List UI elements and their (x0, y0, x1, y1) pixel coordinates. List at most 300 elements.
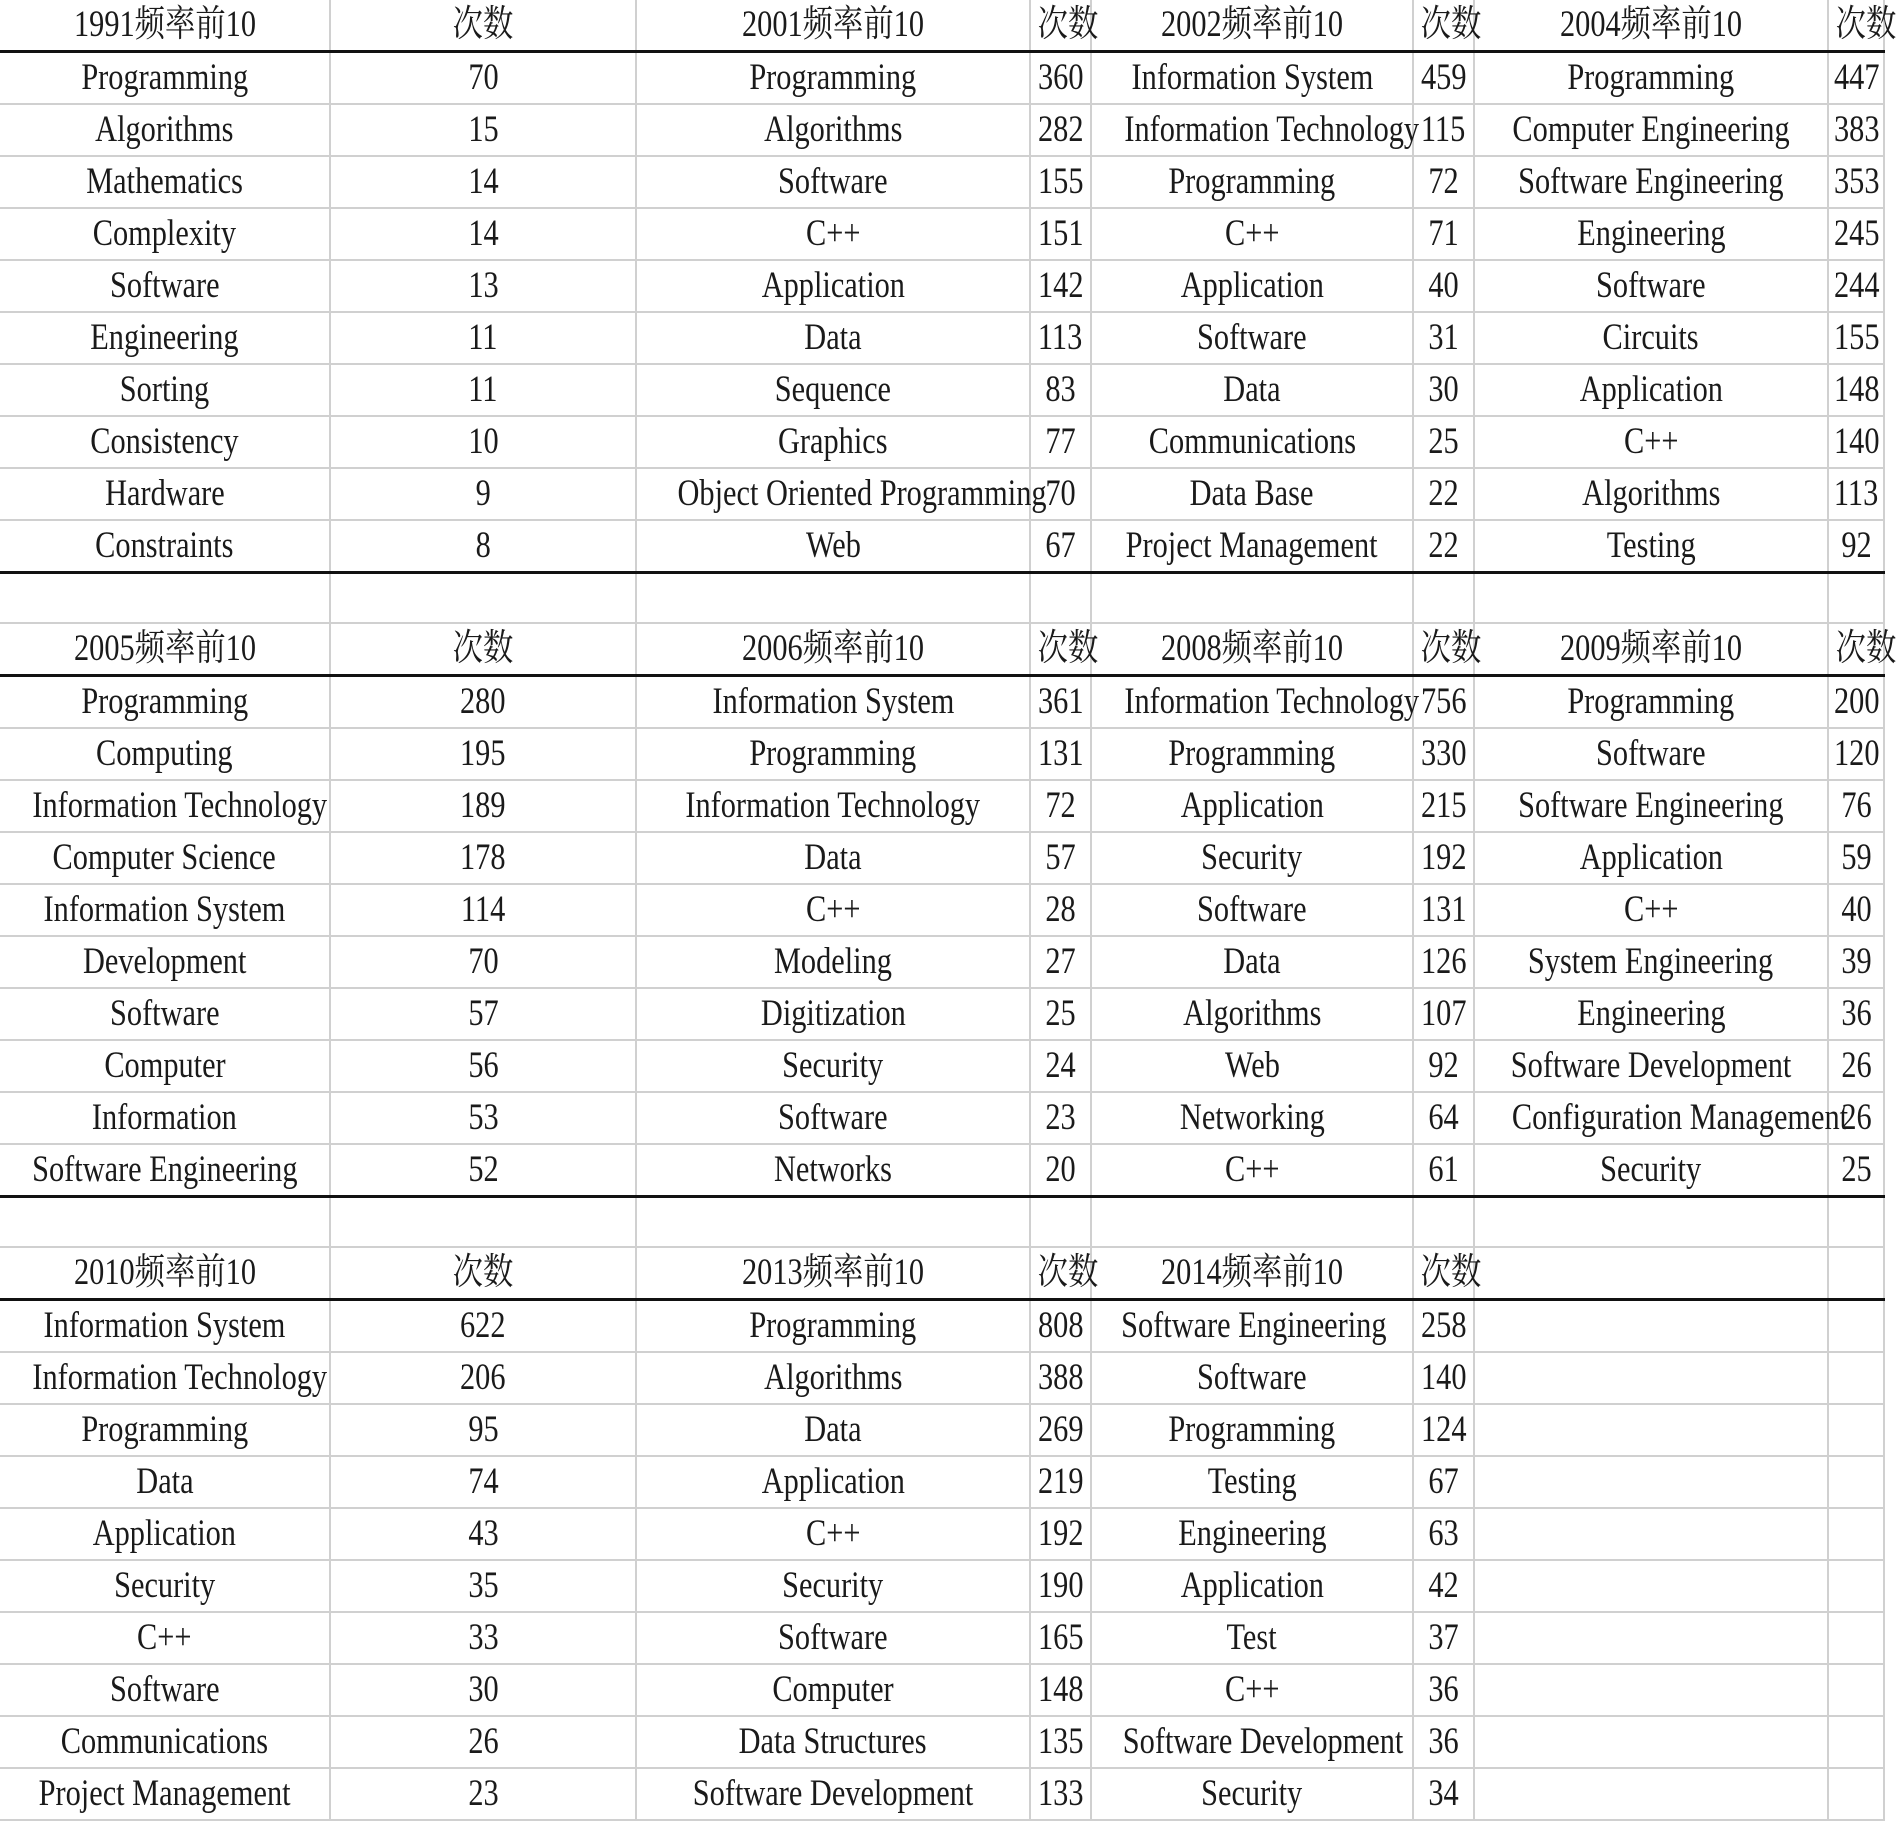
empty-cell[interactable] (1828, 1197, 1884, 1248)
term-cell[interactable] (1091, 1612, 1413, 1664)
empty-cell[interactable] (1828, 1664, 1884, 1716)
empty-cell[interactable] (330, 1197, 636, 1248)
term-cell[interactable] (1091, 1560, 1413, 1612)
count-cell[interactable] (1030, 884, 1091, 936)
empty-cell[interactable] (1474, 1456, 1828, 1508)
empty-cell[interactable] (1474, 1404, 1828, 1456)
count-cell[interactable] (1030, 1560, 1091, 1612)
count-cell[interactable] (1030, 1768, 1091, 1820)
count-cell[interactable] (1413, 1092, 1474, 1144)
term-cell[interactable] (636, 1352, 1030, 1404)
count-cell[interactable] (1413, 884, 1474, 936)
term-cell[interactable] (1474, 1040, 1828, 1092)
term-cell[interactable] (1474, 988, 1828, 1040)
count-cell[interactable] (1413, 1716, 1474, 1768)
empty-cell[interactable] (1474, 1768, 1828, 1820)
count-header-cell[interactable] (330, 623, 636, 676)
count-cell[interactable] (1413, 1144, 1474, 1197)
term-cell[interactable] (1091, 780, 1413, 832)
count-cell[interactable] (1828, 468, 1884, 520)
term-cell[interactable] (636, 52, 1030, 105)
term-cell[interactable] (1474, 1092, 1849, 1144)
empty-cell[interactable] (1828, 1612, 1884, 1664)
count-cell[interactable] (1828, 104, 1884, 156)
count-cell[interactable] (1030, 1092, 1091, 1144)
count-cell[interactable] (330, 832, 636, 884)
count-cell[interactable] (1030, 1716, 1091, 1768)
term-cell[interactable] (1474, 728, 1828, 780)
term-cell-text: Circuits (1602, 317, 1700, 358)
count-header-cell[interactable] (1413, 1247, 1482, 1300)
count-cell[interactable] (1828, 312, 1884, 364)
empty-cell[interactable] (636, 573, 1030, 624)
empty-cell[interactable] (1828, 1768, 1884, 1820)
empty-cell[interactable] (1828, 1508, 1884, 1560)
count-cell[interactable] (330, 1300, 636, 1353)
count-cell[interactable] (1030, 676, 1091, 729)
term-cell[interactable] (1091, 1664, 1413, 1716)
term-cell[interactable] (1091, 1144, 1413, 1197)
term-cell[interactable] (0, 1404, 330, 1456)
count-cell[interactable] (330, 468, 636, 520)
empty-cell[interactable] (1474, 1247, 1828, 1300)
count-cell[interactable] (1413, 1664, 1474, 1716)
count-cell[interactable] (1413, 1508, 1474, 1560)
term-cell[interactable] (0, 1352, 330, 1404)
term-cell[interactable] (0, 1300, 330, 1353)
empty-cell[interactable] (1091, 573, 1413, 624)
count-cell[interactable] (1828, 676, 1884, 729)
count-header-cell[interactable] (330, 1247, 636, 1300)
count-cell[interactable] (1828, 520, 1884, 573)
term-cell[interactable] (636, 780, 1030, 832)
empty-cell[interactable] (1091, 1197, 1413, 1248)
count-cell[interactable] (1413, 676, 1474, 729)
term-cell[interactable] (0, 364, 330, 416)
term-cell[interactable] (1091, 832, 1413, 884)
term-cell[interactable] (636, 728, 1030, 780)
term-cell[interactable] (636, 988, 1030, 1040)
term-cell[interactable] (0, 1456, 330, 1508)
term-cell[interactable] (636, 1456, 1030, 1508)
term-cell-text: Web (1224, 1045, 1280, 1086)
term-cell[interactable] (1474, 468, 1828, 520)
count-cell[interactable] (1030, 104, 1091, 156)
count-cell[interactable] (1413, 936, 1474, 988)
term-cell[interactable] (0, 676, 330, 729)
empty-cell[interactable] (1030, 1197, 1091, 1248)
group-title-cell[interactable] (0, 623, 330, 676)
count-cell[interactable] (1828, 1144, 1884, 1197)
empty-cell[interactable] (1828, 1560, 1884, 1612)
empty-cell[interactable] (1828, 1456, 1884, 1508)
empty-cell[interactable] (1474, 573, 1828, 624)
term-cell[interactable] (1091, 676, 1420, 729)
count-cell[interactable] (1030, 1456, 1091, 1508)
term-cell-text: Data (135, 1461, 194, 1502)
count-cell[interactable] (1030, 520, 1091, 573)
term-cell[interactable] (1091, 260, 1413, 312)
count-cell-text: 113 (1833, 473, 1879, 514)
term-cell-text: Networking (1179, 1097, 1325, 1138)
count-cell[interactable] (1413, 1560, 1474, 1612)
count-cell[interactable] (1030, 1144, 1091, 1197)
term-cell[interactable] (636, 936, 1030, 988)
empty-cell[interactable] (0, 1197, 330, 1248)
empty-cell[interactable] (1474, 1352, 1828, 1404)
count-header-cell[interactable] (1030, 623, 1099, 676)
count-cell[interactable] (1030, 312, 1091, 364)
term-cell[interactable] (1474, 884, 1828, 936)
empty-cell[interactable] (1474, 1197, 1828, 1248)
term-cell[interactable] (636, 884, 1030, 936)
count-cell-text: 25 (1428, 421, 1459, 462)
term-cell[interactable] (0, 520, 330, 573)
group-title-cell[interactable] (636, 623, 1030, 676)
count-cell[interactable] (330, 1664, 636, 1716)
count-cell[interactable] (330, 1768, 636, 1820)
term-cell[interactable] (0, 1092, 330, 1144)
term-cell[interactable] (1474, 260, 1828, 312)
count-cell[interactable] (1413, 1352, 1474, 1404)
count-cell[interactable] (1030, 780, 1091, 832)
count-cell[interactable] (1828, 416, 1884, 468)
count-cell[interactable] (1413, 208, 1474, 260)
empty-cell[interactable] (330, 573, 636, 624)
term-cell[interactable] (0, 1040, 330, 1092)
term-cell-text: Web (805, 525, 861, 566)
term-cell[interactable] (0, 1508, 330, 1560)
term-cell[interactable] (1091, 156, 1413, 208)
count-cell[interactable] (330, 884, 636, 936)
term-cell-text: Data (1223, 369, 1281, 410)
count-cell[interactable] (1413, 364, 1474, 416)
count-cell[interactable] (1413, 780, 1474, 832)
count-cell[interactable] (1413, 104, 1474, 156)
term-cell[interactable] (1474, 416, 1828, 468)
term-cell[interactable] (1474, 832, 1828, 884)
header-row (0, 623, 1884, 676)
term-cell[interactable] (636, 676, 1030, 729)
term-cell[interactable] (1091, 1716, 1413, 1768)
term-cell[interactable] (0, 104, 330, 156)
empty-cell[interactable] (1474, 1300, 1828, 1353)
term-cell[interactable] (1091, 1768, 1413, 1820)
count-cell[interactable] (1030, 728, 1091, 780)
term-cell[interactable] (1091, 1040, 1413, 1092)
count-cell[interactable] (330, 1612, 636, 1664)
count-cell[interactable] (1828, 832, 1884, 884)
count-cell[interactable] (330, 1508, 636, 1560)
term-cell[interactable] (0, 1664, 330, 1716)
term-cell[interactable] (0, 1144, 330, 1197)
count-cell[interactable] (330, 312, 636, 364)
term-cell[interactable] (636, 468, 1047, 520)
count-cell[interactable] (1030, 1352, 1091, 1404)
count-cell[interactable] (330, 1040, 636, 1092)
count-cell[interactable] (1413, 1404, 1474, 1456)
count-cell-text: 622 (460, 1305, 506, 1346)
count-cell[interactable] (1413, 1456, 1474, 1508)
count-header-cell[interactable] (330, 0, 636, 52)
term-cell[interactable] (1474, 156, 1828, 208)
group-title-cell[interactable] (0, 0, 330, 52)
count-cell[interactable] (1413, 416, 1474, 468)
term-cell-text: C++ (137, 1617, 192, 1658)
term-cell[interactable] (1474, 676, 1828, 729)
term-cell[interactable] (636, 1040, 1030, 1092)
empty-cell[interactable] (1474, 1508, 1828, 1560)
count-cell[interactable] (1413, 728, 1474, 780)
count-cell[interactable] (1413, 1040, 1474, 1092)
table-row (0, 936, 1884, 988)
term-cell[interactable] (0, 1768, 330, 1820)
term-cell[interactable] (0, 52, 330, 105)
term-cell[interactable] (1091, 1404, 1413, 1456)
count-cell[interactable] (1413, 520, 1474, 573)
term-cell[interactable] (1474, 312, 1828, 364)
group-title-cell[interactable] (0, 1247, 330, 1300)
term-cell[interactable] (1474, 208, 1828, 260)
term-cell[interactable] (1474, 520, 1828, 573)
count-header-cell[interactable] (1828, 0, 1897, 52)
term-cell[interactable] (636, 156, 1030, 208)
term-cell[interactable] (636, 832, 1030, 884)
count-cell[interactable] (1413, 1612, 1474, 1664)
count-cell[interactable] (330, 260, 636, 312)
count-cell[interactable] (1030, 208, 1091, 260)
count-cell[interactable] (330, 52, 636, 105)
count-cell[interactable] (1413, 832, 1474, 884)
count-cell[interactable] (1413, 312, 1474, 364)
count-cell[interactable] (330, 988, 636, 1040)
count-cell[interactable] (1828, 780, 1884, 832)
term-cell[interactable] (0, 936, 330, 988)
term-cell[interactable] (0, 312, 330, 364)
count-cell[interactable] (1413, 52, 1474, 105)
count-header-cell[interactable] (1413, 0, 1482, 52)
count-cell[interactable] (330, 104, 636, 156)
count-cell[interactable] (1828, 208, 1884, 260)
count-cell-text: 72 (1428, 161, 1459, 202)
term-cell[interactable] (0, 780, 330, 832)
term-cell[interactable] (636, 1716, 1030, 1768)
count-cell[interactable] (1030, 1300, 1091, 1353)
count-cell[interactable] (330, 416, 636, 468)
term-cell-text: Security (782, 1045, 884, 1086)
term-cell[interactable] (0, 1612, 330, 1664)
term-cell[interactable] (1091, 312, 1413, 364)
term-cell[interactable] (636, 520, 1030, 573)
count-cell[interactable] (330, 1404, 636, 1456)
term-cell[interactable] (1091, 1300, 1413, 1353)
count-header-cell-text: 次数 (452, 1252, 514, 1293)
empty-cell[interactable] (1828, 1300, 1884, 1353)
count-cell[interactable] (330, 780, 636, 832)
term-cell[interactable] (0, 988, 330, 1040)
term-cell[interactable] (1474, 52, 1828, 105)
count-cell[interactable] (1413, 988, 1474, 1040)
term-cell[interactable] (636, 1768, 1030, 1820)
term-cell[interactable] (1474, 1144, 1828, 1197)
term-cell[interactable] (1474, 780, 1828, 832)
count-cell[interactable] (1030, 1664, 1091, 1716)
count-cell[interactable] (1828, 988, 1884, 1040)
term-cell[interactable] (636, 1092, 1030, 1144)
count-cell[interactable] (1030, 156, 1091, 208)
count-cell[interactable] (1030, 1612, 1091, 1664)
count-cell[interactable] (1030, 1508, 1091, 1560)
group-title-cell[interactable] (1474, 623, 1828, 676)
term-cell[interactable] (1091, 936, 1413, 988)
term-cell[interactable] (1091, 52, 1413, 105)
term-cell[interactable] (0, 884, 330, 936)
group-title-cell[interactable] (1091, 0, 1413, 52)
empty-cell[interactable] (1030, 573, 1091, 624)
count-cell[interactable] (1828, 728, 1884, 780)
count-cell[interactable] (330, 1144, 636, 1197)
term-cell[interactable] (0, 156, 330, 208)
term-cell[interactable] (0, 260, 330, 312)
term-cell-text: Information System (43, 1305, 286, 1346)
term-cell[interactable] (1091, 364, 1413, 416)
table-row (0, 1612, 1884, 1664)
empty-cell[interactable] (1828, 1352, 1884, 1404)
count-cell[interactable] (330, 1456, 636, 1508)
term-cell[interactable] (0, 728, 330, 780)
empty-cell[interactable] (1413, 1197, 1474, 1248)
term-cell[interactable] (636, 1560, 1030, 1612)
term-cell[interactable] (1091, 1092, 1413, 1144)
count-cell[interactable] (330, 1092, 636, 1144)
count-cell[interactable] (1030, 52, 1091, 105)
count-cell[interactable] (330, 676, 636, 729)
term-cell[interactable] (0, 1560, 330, 1612)
count-cell[interactable] (1413, 1300, 1474, 1353)
count-cell[interactable] (1413, 260, 1474, 312)
term-cell[interactable] (636, 104, 1030, 156)
term-cell[interactable] (636, 1612, 1030, 1664)
term-cell[interactable] (1091, 1508, 1413, 1560)
group-title-cell[interactable] (1091, 1247, 1413, 1300)
group-title-cell[interactable] (636, 1247, 1030, 1300)
term-cell[interactable] (1474, 104, 1828, 156)
count-header-cell[interactable] (1828, 623, 1897, 676)
count-cell[interactable] (330, 1352, 636, 1404)
count-cell[interactable] (330, 520, 636, 573)
count-cell[interactable] (330, 1716, 636, 1768)
count-cell[interactable] (1828, 364, 1884, 416)
term-cell[interactable] (0, 832, 330, 884)
count-cell[interactable] (1030, 260, 1091, 312)
count-cell[interactable] (330, 936, 636, 988)
empty-cell[interactable] (1474, 1612, 1828, 1664)
count-cell[interactable] (1030, 936, 1091, 988)
term-cell[interactable] (0, 468, 330, 520)
term-cell[interactable] (1091, 728, 1413, 780)
count-cell[interactable] (330, 364, 636, 416)
count-header-cell[interactable] (1413, 623, 1482, 676)
count-cell[interactable] (1828, 1040, 1884, 1092)
empty-cell[interactable] (1828, 1247, 1884, 1300)
count-header-cell[interactable] (1030, 1247, 1099, 1300)
count-cell[interactable] (1030, 416, 1091, 468)
group-title-cell[interactable] (636, 0, 1030, 52)
count-cell[interactable] (1030, 1404, 1091, 1456)
count-cell[interactable] (330, 728, 636, 780)
term-cell[interactable] (636, 1508, 1030, 1560)
count-cell[interactable] (330, 208, 636, 260)
count-cell[interactable] (1828, 52, 1884, 105)
count-cell[interactable] (1030, 988, 1091, 1040)
term-cell[interactable] (636, 1144, 1030, 1197)
count-cell[interactable] (330, 156, 636, 208)
term-cell[interactable] (0, 208, 330, 260)
term-cell[interactable] (1474, 936, 1828, 988)
term-cell[interactable] (1091, 884, 1413, 936)
count-header-cell-text: 次数 (1037, 628, 1099, 669)
empty-cell[interactable] (1828, 573, 1884, 624)
empty-cell[interactable] (1474, 1664, 1828, 1716)
term-cell[interactable] (1091, 520, 1413, 573)
term-cell-text: Programming (1168, 1409, 1336, 1450)
group-title-cell[interactable] (1091, 623, 1413, 676)
count-cell-text: 31 (1428, 317, 1459, 358)
term-cell[interactable] (1091, 416, 1413, 468)
count-cell[interactable] (1828, 260, 1884, 312)
term-cell[interactable] (636, 1664, 1030, 1716)
term-cell[interactable] (1091, 1352, 1413, 1404)
term-cell[interactable] (1091, 208, 1413, 260)
term-cell[interactable] (1091, 104, 1420, 156)
empty-cell[interactable] (1474, 1560, 1828, 1612)
term-cell[interactable] (636, 1404, 1030, 1456)
empty-cell[interactable] (636, 1197, 1030, 1248)
empty-cell[interactable] (0, 573, 330, 624)
count-header-cell[interactable] (1030, 0, 1099, 52)
group-title-cell[interactable] (1474, 0, 1828, 52)
count-cell[interactable] (1413, 156, 1474, 208)
count-cell[interactable] (1828, 936, 1884, 988)
term-cell[interactable] (636, 1300, 1030, 1353)
count-cell[interactable] (1828, 884, 1884, 936)
term-cell[interactable] (636, 416, 1030, 468)
count-cell[interactable] (1413, 468, 1474, 520)
term-cell[interactable] (1091, 1456, 1413, 1508)
count-cell[interactable] (1828, 156, 1884, 208)
count-cell[interactable] (1030, 1040, 1091, 1092)
term-cell[interactable] (0, 1716, 330, 1768)
term-cell[interactable] (636, 312, 1030, 364)
count-cell[interactable] (1030, 364, 1091, 416)
count-cell-text: 92 (1840, 525, 1872, 566)
term-cell[interactable] (636, 364, 1030, 416)
term-cell[interactable] (1091, 468, 1413, 520)
term-cell[interactable] (636, 208, 1030, 260)
term-cell[interactable] (0, 416, 330, 468)
empty-cell[interactable] (1413, 573, 1474, 624)
count-cell[interactable] (1413, 1768, 1474, 1820)
term-cell-text: Project Management (38, 1773, 291, 1814)
empty-cell[interactable] (1828, 1716, 1884, 1768)
term-cell[interactable] (1474, 364, 1828, 416)
count-cell[interactable] (330, 1560, 636, 1612)
empty-cell[interactable] (1828, 1404, 1884, 1456)
term-cell[interactable] (1091, 988, 1413, 1040)
empty-cell[interactable] (1474, 1716, 1828, 1768)
term-cell[interactable] (636, 260, 1030, 312)
count-cell[interactable] (1030, 832, 1091, 884)
